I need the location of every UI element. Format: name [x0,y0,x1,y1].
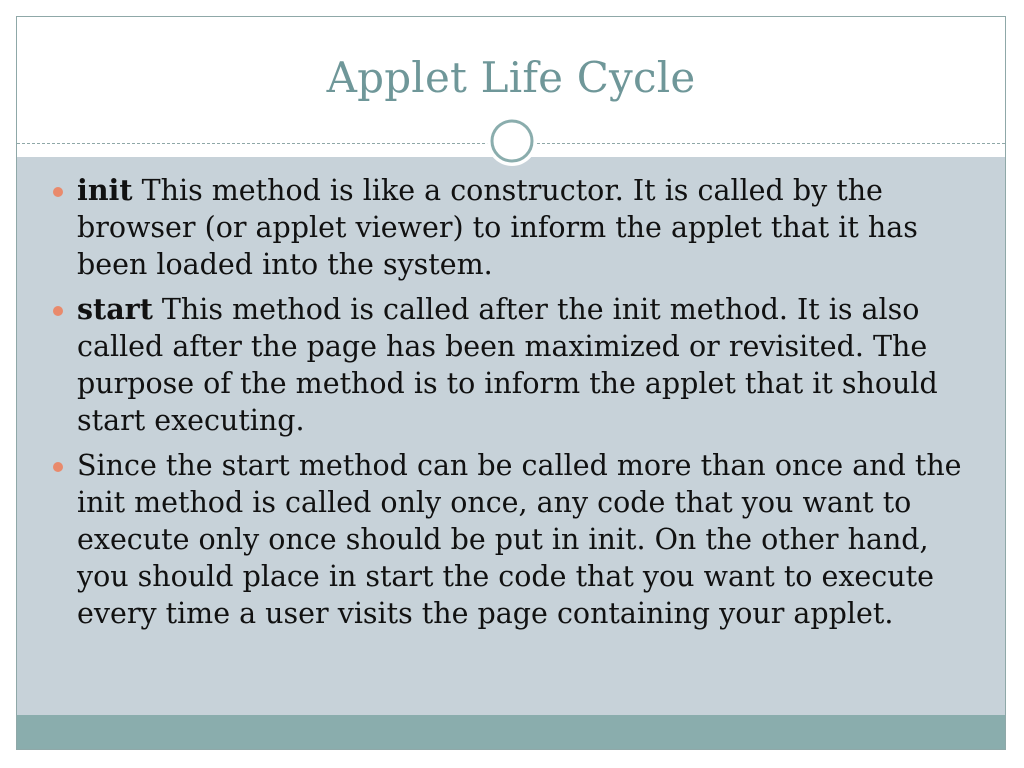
bullet-text: This method is called after the init method. It is also called after the page has been maximized or revisited. The purpose of the method is to inform the applet that it should start executing. [77,293,938,437]
circle-ornament-icon [486,115,538,167]
bullet-text: Since the start method can be called more than once and the init method is called only once, any code that you want to execute only once should be put in init. On the other hand, you should place in start the code that you want to execute every time a user visits the page containing your applet. [77,449,962,630]
bullet-dot-icon [53,187,63,197]
bullet-keyword: init [77,173,133,207]
bullet-dot-icon [53,306,63,316]
bullet-list [49,172,969,640]
footer-bar [17,715,1005,749]
bullet-text: This method is like a constructor. It is called by the browser (or applet viewer) to inform the applet that it has been loaded into the system. [77,174,918,281]
bullet-item-init [49,172,969,283]
bullet-keyword: start [77,292,153,326]
bullet-item-start [49,291,969,439]
bullet-dot-icon [53,462,63,472]
slide [16,16,1006,750]
bullet-item-note [49,447,969,632]
slide-title: Applet Life Cycle [326,53,696,102]
